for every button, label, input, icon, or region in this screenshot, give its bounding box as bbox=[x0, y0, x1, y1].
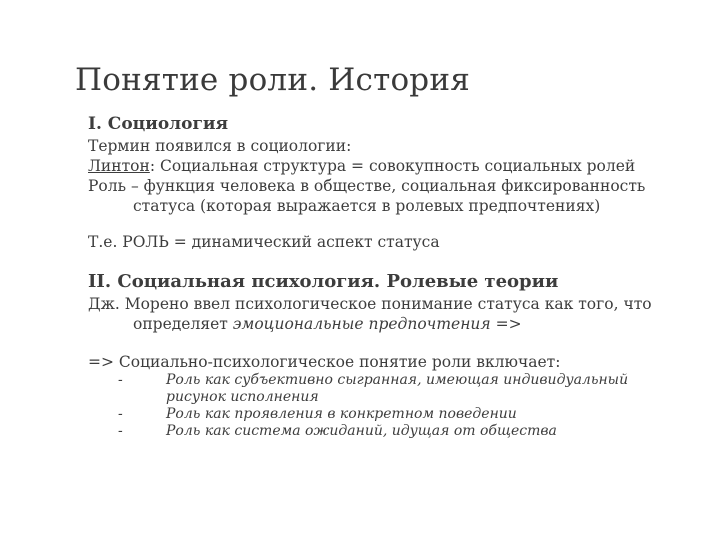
role-summary bbox=[88, 232, 688, 252]
term-origin-text: Термин появился в социологии: bbox=[88, 137, 352, 155]
section-heading-sociology: I. Социология bbox=[88, 114, 229, 134]
linton-definition-text: : Социальная структура = совокупность социальных ролей bbox=[149, 157, 636, 175]
list-item-text: Роль как проявления в конкретном поведении bbox=[166, 406, 517, 422]
linton-definition bbox=[88, 156, 688, 176]
role-summary-keyword: РОЛЬ bbox=[122, 233, 169, 251]
list-bullet: - bbox=[118, 372, 123, 388]
list-item-text: Роль как система ожиданий, идущая от общества bbox=[166, 423, 557, 439]
slide-title: Понятие роли. История bbox=[75, 62, 470, 98]
slide-content bbox=[88, 114, 688, 440]
moreno-emphasis: эмоциональные предпочтения bbox=[232, 315, 491, 333]
list-item bbox=[118, 423, 688, 440]
list-bullet: - bbox=[118, 406, 123, 422]
role-summary-text: = динамический аспект статуса bbox=[168, 233, 440, 251]
list-item bbox=[118, 372, 688, 406]
role-summary-prefix: Т.е. bbox=[88, 233, 123, 251]
role-components-list bbox=[118, 372, 688, 440]
linton-name: Линтон bbox=[88, 157, 150, 175]
moreno-text-arrow: => bbox=[490, 315, 522, 333]
list-bullet: - bbox=[118, 423, 123, 439]
moreno-text-main: Дж. Морено ввел психологическое понимание статуса как того, что определяет bbox=[88, 295, 652, 333]
list-item bbox=[118, 406, 688, 423]
section-heading-social-psychology: II. Социальная психология. Ролевые теории bbox=[88, 271, 559, 292]
conclusion-text: => Социально-психологическое понятие роли включает: bbox=[88, 353, 561, 371]
role-definition: Роль – функция человека в обществе, социальная фиксированность статуса (которая выражается в ролевых предпочтениях) bbox=[88, 177, 646, 215]
moreno-text bbox=[88, 294, 688, 334]
list-item-text: Роль как субъективно сыгранная, имеющая индивидуальный рисунок исполнения bbox=[166, 372, 629, 405]
